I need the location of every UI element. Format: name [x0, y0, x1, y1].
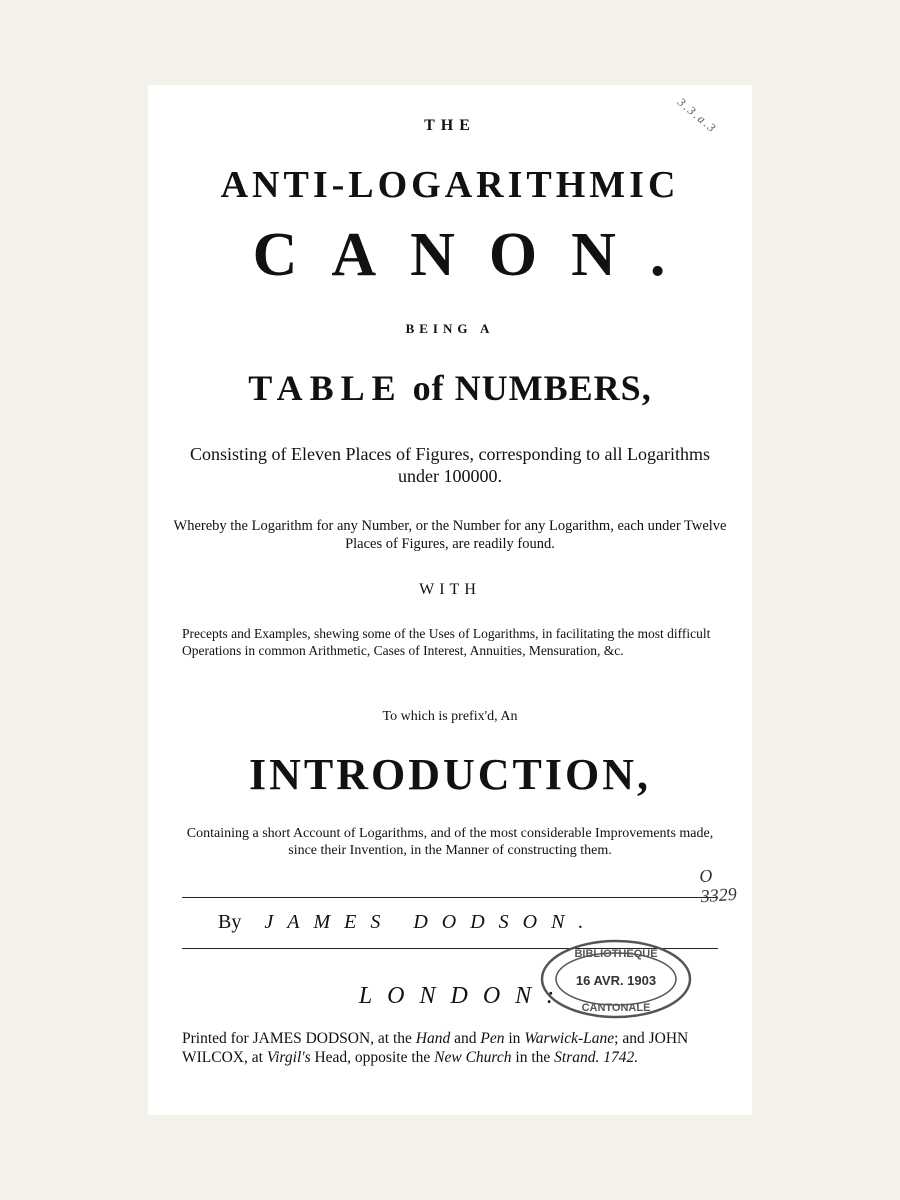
stamp-line-1: BIBLIOTHEQUE — [574, 948, 658, 960]
introduction-heading: INTRODUCTION, — [248, 750, 652, 799]
street-strand: Strand. — [554, 1049, 600, 1066]
imprint-text — [182, 1029, 722, 1067]
author-name: JAMES DODSON. — [264, 911, 598, 933]
consisting-text: Consisting of Eleven Places of Figures, corresponding to all Logarithms under 100000. — [190, 444, 710, 486]
containing-text: Containing a short Account of Logarithms, and of the most considerable Improvements made, since their Invention, in the Manner of constructing them. — [186, 826, 714, 858]
stamp-line-2: CANTONALE — [581, 1002, 651, 1014]
imprint-part: in — [508, 1030, 521, 1047]
imprint-city: LONDON: — [358, 983, 570, 1009]
of-word: of — [412, 368, 445, 408]
by-word: By — [218, 911, 242, 933]
imprint-part: in the — [515, 1049, 551, 1066]
imprint-year: 1742. — [603, 1049, 639, 1066]
table-of-numbers — [148, 367, 752, 409]
imprint-part: Head, opposite the — [314, 1049, 431, 1066]
numbers-word: NUMBERS, — [454, 368, 652, 408]
table-word: TABLE — [248, 368, 403, 408]
being-a: BEING A — [405, 321, 495, 336]
sign-pen: Pen — [480, 1030, 505, 1047]
byline — [218, 911, 597, 934]
street-warwick-lane: Warwick-Lane — [524, 1030, 615, 1047]
title-anti-logarithmic: ANTI-LOGARITHMIC — [220, 164, 680, 206]
call-number-annotation — [699, 864, 738, 906]
printer-name-1: JAMES DODSON — [252, 1030, 371, 1047]
call-number-line-1: O — [698, 865, 714, 887]
call-number-line-2: 3329 — [700, 883, 738, 907]
sign-virgil: Virgil's — [266, 1049, 311, 1066]
stamp-date: 16 AVR. 1903 — [575, 973, 657, 988]
new-church: New Church — [434, 1049, 512, 1066]
library-stamp — [538, 935, 698, 1025]
sign-hand: Hand — [415, 1030, 451, 1047]
title-the: THE — [424, 117, 476, 134]
title-page — [148, 85, 752, 1115]
imprint-part: ; and — [614, 1030, 645, 1047]
with-heading: WITH — [419, 581, 481, 598]
whereby-text: Whereby the Logarithm for any Number, or the Number for any Logarithm, each under Twelve Places of Figures, are readily found. — [173, 518, 727, 552]
printer-name-2: JOHN WILCOX — [182, 1030, 689, 1066]
prefix-text: To which is prefix'd, An — [382, 709, 518, 724]
top-rule — [182, 897, 718, 898]
imprint-part: Printed for — [182, 1030, 249, 1047]
precepts-text: Precepts and Examples, shewing some of the Uses of Logarithms, in facilitating the most difficult Operations in common Arithmetic, Cases of Interest, Annuities, Mensuration, &c. — [182, 626, 711, 658]
title-canon: CANON. — [252, 221, 700, 289]
imprint-part: , at the — [370, 1030, 412, 1047]
imprint-part: , at — [244, 1049, 263, 1066]
imprint-part: and — [454, 1030, 477, 1047]
shelfmark-annotation: 3.3.a.3 — [675, 95, 721, 136]
